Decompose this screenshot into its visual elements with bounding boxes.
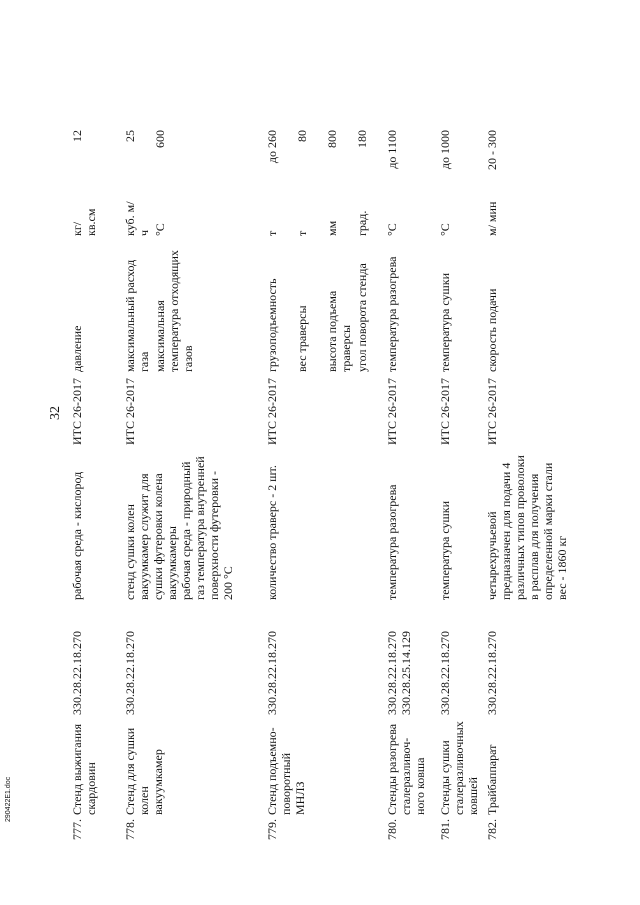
parameter-name: угол поворота стенда xyxy=(355,263,369,372)
its-reference: ИТС 26-2017 xyxy=(70,378,84,445)
parameter-unit: м/ мин xyxy=(485,201,499,236)
parameter-units xyxy=(265,198,385,236)
parameter-value: до 1000 xyxy=(438,130,452,170)
parameter-names xyxy=(123,242,195,372)
parameter-name: грузоподъемность xyxy=(265,278,279,372)
its-reference: ИТС 26-2017 xyxy=(485,378,499,445)
equipment-code: 330.28.22.18.270 xyxy=(265,631,279,715)
parameter-values xyxy=(385,130,399,190)
equipment-name: Стенд для сушки колен вакуумкамер xyxy=(123,727,165,815)
description-line: количество траверс - 2 шт. xyxy=(265,465,279,600)
row-number: 780. xyxy=(385,819,399,840)
parameter-value: 12 xyxy=(70,130,84,142)
parameter-name: высота подъема траверсы xyxy=(325,290,353,372)
parameter-value: 20 - 300 xyxy=(485,130,499,170)
its-reference: ИТС 26-2017 xyxy=(265,378,279,445)
equipment-code: 330.28.22.18.270 xyxy=(485,631,499,715)
description-line: температура разогрева xyxy=(385,484,399,600)
table-row xyxy=(265,40,369,840)
page-number: 32 xyxy=(48,406,63,420)
parameter-unit: град. xyxy=(355,210,369,236)
equipment-code: 330.28.25.14.129 xyxy=(399,631,413,715)
parameter-unit: куб. м/ч xyxy=(123,201,151,236)
row-number: 777. xyxy=(70,819,84,840)
description-line: рабочая среда - природный газ температура внутренней поверхности футеровки - 200 °С xyxy=(179,456,235,600)
equipment-code: 330.28.22.18.270 xyxy=(438,631,452,715)
equipment-name: Стенд выжигания скардовин xyxy=(70,724,98,815)
equipment-code: 330.28.22.18.270 xyxy=(385,631,399,715)
table-row xyxy=(123,40,235,840)
description-line: рабочая среда - кислород xyxy=(70,471,84,600)
equipment-codes xyxy=(123,605,137,715)
parameter-name: вес траверсы xyxy=(295,305,309,372)
equipment-name: Стенды сушки сталеразливочных ковшей xyxy=(438,721,480,815)
parameter-units xyxy=(385,198,399,236)
parameter-values xyxy=(70,130,84,190)
equipment-description xyxy=(438,450,452,600)
equipment-description xyxy=(485,450,569,600)
parameter-names xyxy=(438,242,452,372)
parameter-unit: т xyxy=(295,230,309,236)
row-number: 778. xyxy=(123,819,137,840)
parameter-value: до 1100 xyxy=(385,130,399,169)
parameter-name: максимальный расход газа xyxy=(123,259,151,372)
equipment-code: 330.28.22.18.270 xyxy=(70,631,84,715)
equipment-codes xyxy=(438,605,452,715)
equipment-codes xyxy=(70,605,84,715)
parameter-units xyxy=(70,198,98,236)
parameter-value: 80 xyxy=(295,130,309,142)
parameter-name: температура сушки xyxy=(438,273,452,372)
equipment-name: Стенды разогрева сталеразливоч-ного ковша xyxy=(385,723,427,815)
description-line: четырехручьевой предназначен для подачи 4 различных типов проволоки в расплав для получения определенной марки стали вес - 1860 кг xyxy=(485,455,569,600)
parameter-values xyxy=(438,130,452,190)
equipment-code: 330.28.22.18.270 xyxy=(123,631,137,715)
parameter-unit: т xyxy=(265,230,279,236)
its-reference: ИТС 26-2017 xyxy=(438,378,452,445)
its-reference: ИТС 26-2017 xyxy=(385,378,399,445)
parameter-values xyxy=(485,130,499,190)
parameter-name: температура разогрева xyxy=(385,256,399,372)
parameter-name: скорость подачи xyxy=(485,288,499,372)
parameter-value: 600 xyxy=(153,130,167,148)
parameter-name: максимальная температура отходящих газов xyxy=(153,250,195,372)
rotated-table-sheet xyxy=(45,40,569,840)
row-number: 782. xyxy=(485,819,499,840)
footer-filename: 290422Е1.doc xyxy=(5,776,12,822)
row-number: 779. xyxy=(265,819,279,840)
parameter-names xyxy=(485,242,499,372)
its-reference: ИТС 26-2017 xyxy=(123,378,137,445)
parameter-unit: кг/кв.см xyxy=(70,208,98,236)
equipment-description xyxy=(265,450,279,600)
description-line: температура сушки xyxy=(438,501,452,600)
parameter-values xyxy=(265,130,385,190)
parameter-unit: °С xyxy=(438,223,452,236)
row-number: 781. xyxy=(438,819,452,840)
equipment-name: Трайбаппарат xyxy=(485,744,499,815)
equipment-description xyxy=(123,450,235,600)
parameter-value: 180 xyxy=(355,130,369,148)
parameter-unit: °С xyxy=(385,223,399,236)
parameter-unit: мм xyxy=(325,220,339,236)
parameter-units xyxy=(438,198,452,236)
parameter-name: давление xyxy=(70,325,84,372)
parameter-names xyxy=(385,242,399,372)
parameter-units xyxy=(485,198,499,236)
equipment-codes xyxy=(385,605,413,715)
parameter-value: 800 xyxy=(325,130,339,148)
equipment-codes xyxy=(485,605,499,715)
equipment-codes xyxy=(265,605,279,715)
parameter-names xyxy=(70,242,84,372)
parameter-values xyxy=(123,130,183,190)
parameter-units xyxy=(123,198,183,236)
equipment-description xyxy=(385,450,399,600)
parameter-names xyxy=(265,242,385,372)
table-row xyxy=(485,40,585,840)
parameter-value: 25 xyxy=(123,130,137,142)
description-line: стенд сушки колен вакуумкамер служит для сушки футеровки колена вакуумкамеры xyxy=(123,473,179,600)
parameter-unit: °С xyxy=(153,223,167,236)
equipment-name: Стенд подъемно-поворотный МНЛЗ xyxy=(265,727,307,815)
parameter-value: до 260 xyxy=(265,130,279,164)
equipment-description xyxy=(70,450,84,600)
